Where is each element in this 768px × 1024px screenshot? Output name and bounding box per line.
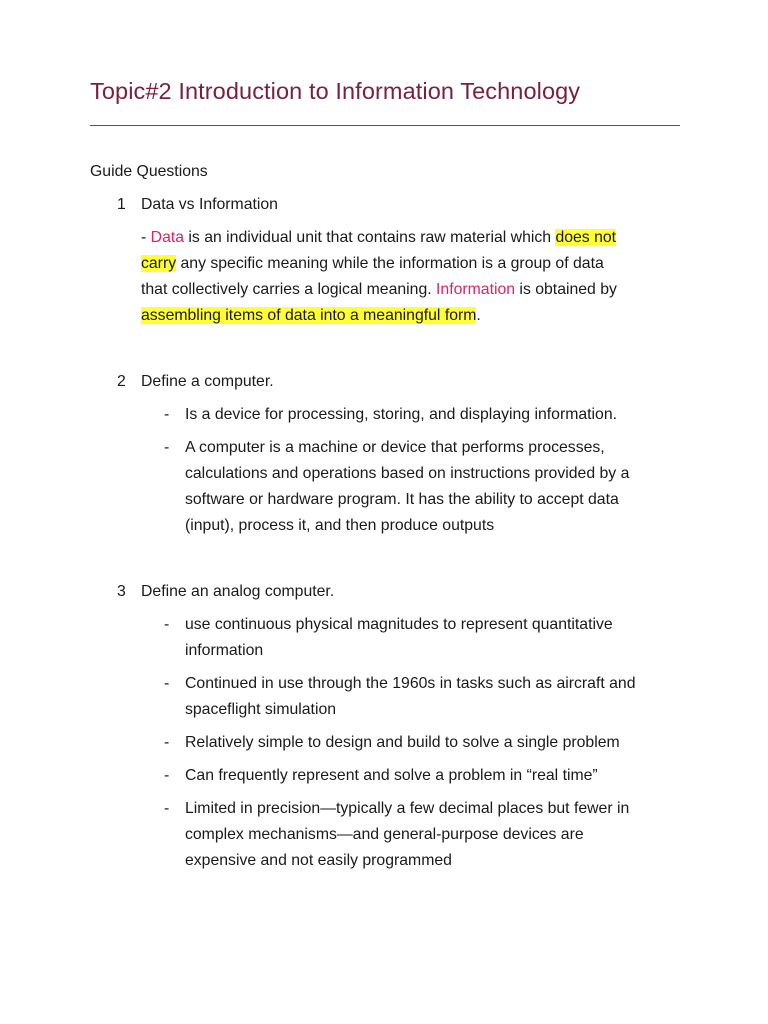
term-data: Data [150, 229, 185, 246]
q1-answer-line-3 [141, 280, 617, 300]
q1-dash: - [141, 229, 151, 246]
guide-heading: Guide Questions [90, 163, 208, 180]
page-title: Topic#2 Introduction to Information Technology [90, 78, 581, 104]
q2-bullet-2-line-2: calculations and operations based on instructions provided by a [185, 465, 630, 482]
title-divider [90, 125, 680, 126]
q3-bullet-5-dash: - [164, 800, 170, 817]
q3-bullet-4-dash: - [164, 767, 170, 784]
q1-answer-line-1 [141, 228, 616, 248]
q3-bullet-4-line-1: Can frequently represent and solve a problem in “real time” [185, 767, 598, 784]
q2-bullet-1-line-1: Is a device for processing, storing, and displaying information. [185, 406, 618, 423]
q1-end: . [476, 307, 481, 324]
q3-bullet-3-line-1: Relatively simple to design and build to solve a single problem [185, 734, 620, 751]
q1-answer-line-2 [141, 254, 604, 274]
q1-text-4: is obtained by [515, 281, 617, 298]
q3-bullet-5-line-3: expensive and not easily programmed [185, 852, 452, 869]
q2-number: 2 [117, 373, 126, 390]
q3-bullet-2-line-2: spaceflight simulation [185, 701, 337, 718]
q2-bullet-2-dash: - [164, 439, 170, 456]
q2-bullet-2-line-1: A computer is a machine or device that performs processes, [185, 439, 605, 456]
q1-answer-line-4 [141, 306, 481, 326]
q3-bullet-1-line-2: information [185, 642, 264, 659]
q3-bullet-2-dash: - [164, 675, 170, 692]
q1-text-3: that collectively carries a logical meaning. [141, 281, 437, 298]
q1-text-2: any specific meaning while the information is a group of data [176, 255, 604, 272]
q2-heading: Define a computer. [141, 373, 274, 390]
highlight-carry: carry [141, 255, 177, 272]
q3-number: 3 [117, 583, 126, 600]
q1-text-1: is an individual unit that contains raw material which [184, 229, 556, 246]
q3-bullet-5-line-2: complex mechanisms—and general-purpose devices are [185, 826, 584, 843]
q3-bullet-5-line-1: Limited in precision—typically a few decimal places but fewer in [185, 800, 630, 817]
q1-heading: Data vs Information [141, 196, 278, 213]
q2-bullet-2-line-3: software or hardware program. It has the ability to accept data [185, 491, 619, 508]
q3-bullet-1-dash: - [164, 616, 170, 633]
q3-bullet-1-line-1: use continuous physical magnitudes to represent quantitative [185, 616, 613, 633]
q1-number: 1 [117, 196, 126, 213]
q3-bullet-3-dash: - [164, 734, 170, 751]
q3-heading: Define an analog computer. [141, 583, 335, 600]
highlight-assembling: assembling items of data into a meaningful form [141, 307, 477, 324]
term-information: Information [436, 281, 516, 298]
q2-bullet-1-dash: - [164, 406, 170, 423]
q3-bullet-2-line-1: Continued in use through the 1960s in tasks such as aircraft and [185, 675, 636, 692]
highlight-does-not: does not [555, 229, 617, 246]
q2-bullet-2-line-4: (input), process it, and then produce outputs [185, 517, 495, 534]
